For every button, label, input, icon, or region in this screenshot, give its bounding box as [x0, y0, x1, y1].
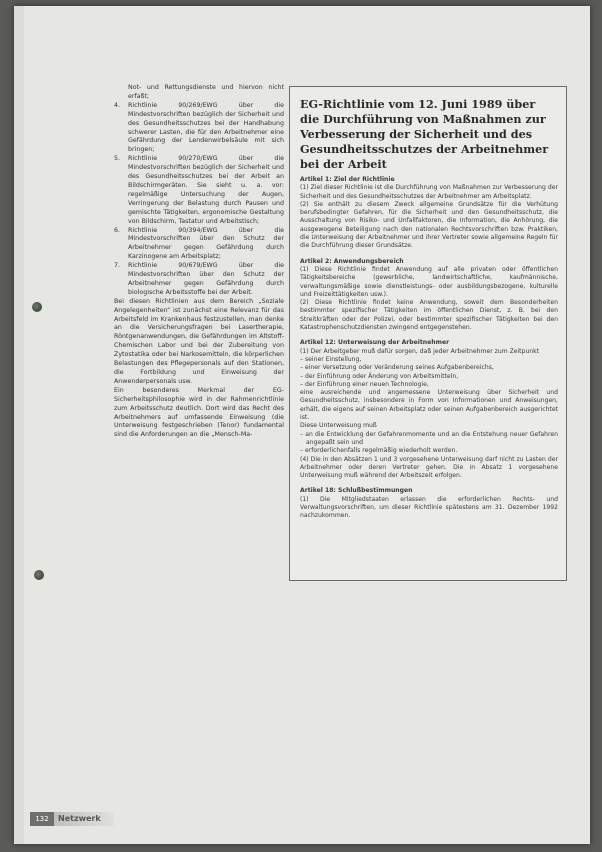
article-12 [300, 339, 558, 480]
list-item-text: Richtlinie 90/394/EWG über die Mindestvorschriften über den Schutz der Arbeitnehmer gegen Gefährdung durch Karzinogene am Arbeitsplatz; [128, 226, 284, 261]
list-item-number: 6. [114, 226, 121, 234]
article-heading: Artikel 18: Schlußbestimmungen [300, 487, 413, 495]
list-item-text: Richtlinie 90/270/EWG über die Mindestvorschriften bezüglich der Sicherheit und des Gesundheitsschutzes bei der Arbeit an Bildschirmgeräten. Sie sieht u. a. vor: regelmäßige Untersuchung der Augen, Verringerung der Belastung durch Pausen und gemischte Tätigkeiten, ergonomische Gestaltung von Bildschirm, Tastatur und Arbeitstisch; [128, 155, 284, 225]
article-paragraph: (1) Diese Richtlinie findet Anwendung auf alle privaten oder öffentlichen Tätigkeitsbereiche (gewerbliche, landwirtschaftliche, kaufmännische, verwaltungsmäßige sowie dienstleistungs- oder ausbildungsbezogene, kulturelle und Freizeittätigkeiten usw.). [300, 265, 558, 298]
binder-hole-icon [34, 570, 44, 580]
dash-item: – erforderlichenfalls regelmäßig wiederholt werden. [300, 447, 458, 455]
dash-item: – einer Versetzung oder Veränderung seines Aufgabenbereichs, [300, 364, 494, 372]
article-1 [300, 176, 558, 251]
list-item [114, 155, 284, 226]
list-item-number: 4. [114, 101, 121, 109]
left-paragraph: Ein besonderes Merkmal der EG-Sicherheitsphilosophie wird in der Rahmenrichtlinie zum Arbeitsschutz deutlich. Dort wird das Recht des Arbeitnehmers auf umfassende Einweisung (die Unterweisung festgeschrieben (Tenor) fundamental sind die Anforderungen an die „Mensch-Ma- [114, 386, 284, 439]
list-item [114, 102, 284, 155]
list-item [114, 262, 284, 298]
article-paragraph: (2) Diese Richtlinie findet keine Anwendung, soweit dem Besonderheiten bestimmter spezifischer Tätigkeiten im öffentlichen Dienst, z. B. bei den Streitkräften oder der Polizei, oder bestimmter spezifischer Tätigkeiten bei den Katastrophenschutzdiensten zwingend entgegenstehen. [300, 299, 558, 332]
box-title: EG-Richtlinie vom 12. Juni 1989 über die Durchführung von Maßnahmen zur Verbesserung der Sicherheit und des Gesundheitsschutzes der Arbeitnehmer bei der Arbeit [300, 97, 549, 171]
article-paragraph: eine ausreichende und angemessene Unterweisung über Sicherheit und Gesundheitsschutz, insbesondere in Form von Informationen und Anweisungen, erhält, die eigens auf seinen Arbeitsplatz oder seinen Aufgabenbereich ausgerichtet ist. [300, 389, 558, 422]
list-item-text: Richtlinie 90/679/EWG über die Mindestvorschriften über den Schutz der Arbeitnehmer gegen Gefährdung durch biologische Arbeitsstoffe bei der Arbeit. [128, 262, 284, 296]
article-18 [300, 487, 558, 520]
article-paragraph: (4) Die in den Absätzen 1 und 3 vorgesehene Unterweisung darf nicht zu Lasten der Arbeitnehmer oder deren Vertreter gehen. Die in Absatz 1 vorgesehene Unterweisung muß während der Arbeitszeit erfolgen. [300, 455, 558, 480]
publication-logo: Netzwerk [54, 812, 114, 826]
article-paragraph: (1) Die Mitgliedstaaten erlassen die erforderlichen Rechts- und Verwaltungsvorschriften, um dieser Richtlinie spätestens am 31. Dezember 1992 nachzukommen. [300, 495, 558, 520]
list-item-number: 5. [114, 155, 121, 163]
left-column [114, 84, 284, 440]
article-paragraph: (1) Der Arbeitgeber muß dafür sorgen, daß jeder Arbeitnehmer zum Zeitpunkt [300, 347, 540, 355]
article-paragraph: (1) Ziel dieser Richtlinie ist die Durchführung von Maßnahmen zur Verbesserung der Sicherheit und des Gesundheitsschutzes der Arbeitnehmer am Arbeitsplatz. [300, 184, 558, 200]
dash-item: – an die Entwicklung der Gefahrenmomente und an die Entstehung neuer Gefahren angepaßt sein und [300, 430, 558, 446]
binder-hole-icon [32, 302, 42, 312]
list-item-number: 7. [114, 262, 121, 270]
page-number: 132 [30, 812, 54, 826]
article-paragraph: Diese Unterweisung muß [300, 422, 377, 430]
article-2 [300, 258, 558, 333]
page [14, 6, 590, 844]
dash-item: – der Einführung einer neuen Technologie, [300, 380, 429, 388]
list-item-text: Richtlinie 90/269/EWG über die Mindestvorschriften bezüglich der Sicherheit und des Gesundheitsschutzes bei der Handhabung schwerer Lasten, die für den Arbeitnehmer eine Gefährdung der Lendenwirbelsäule mit sich bringen; [128, 101, 284, 154]
left-paragraph: Bei diesen Richtlinien aus dem Bereich „Soziale Angelegenheiten“ ist zunächst eine Relevanz für das Arbeitsfeld im Krankenhaus festzustellen, man denke an die Versicherungsfragen bei Lasertherapie, Röntgenanwendungen, die Gefährdungen im Altstoff-Chemischen Labor und bei der Zubereitung von Zytostatika oder bei Narkosemitteln, die körperlichen Belastungen des Pflegepersonals auf den Stationen, die Fortbildung und Einweisung der Anwenderpersonals usw. [114, 297, 284, 385]
article-heading: Artikel 2: Anwendungsbereich [300, 257, 404, 265]
list-item [114, 227, 284, 263]
directive-box [289, 86, 567, 581]
left-intro: Not- und Rettungsdienste und hiervon nicht erfaßt; [128, 84, 284, 100]
article-heading: Artikel 12: Unterweisung der Arbeitnehmer [300, 339, 450, 347]
article-paragraph: (2) Sie enthält zu diesem Zweck allgemeine Grundsätze für die Verhütung berufsbedingter Gefahren, für die Sicherheit und den Gesundheitsschutz, die Ausschaltung von Risiko- und Unfallfaktoren, die Information, die Anhörung, die ausgewogene Beteiligung nach den nationalen Rechtsvorschriften bzw. Praktiken, die Unterweisung der Arbeitnehmer und ihrer Vertreter sowie allgemeine Regeln für die Durchführung dieser Grundsätze. [300, 200, 558, 250]
dash-item: – seiner Einstellung, [300, 355, 362, 363]
article-heading: Artikel 1: Ziel der Richtlinie [300, 176, 395, 183]
dash-item: – der Einführung oder Änderung von Arbeitsmitteln, [300, 372, 459, 380]
